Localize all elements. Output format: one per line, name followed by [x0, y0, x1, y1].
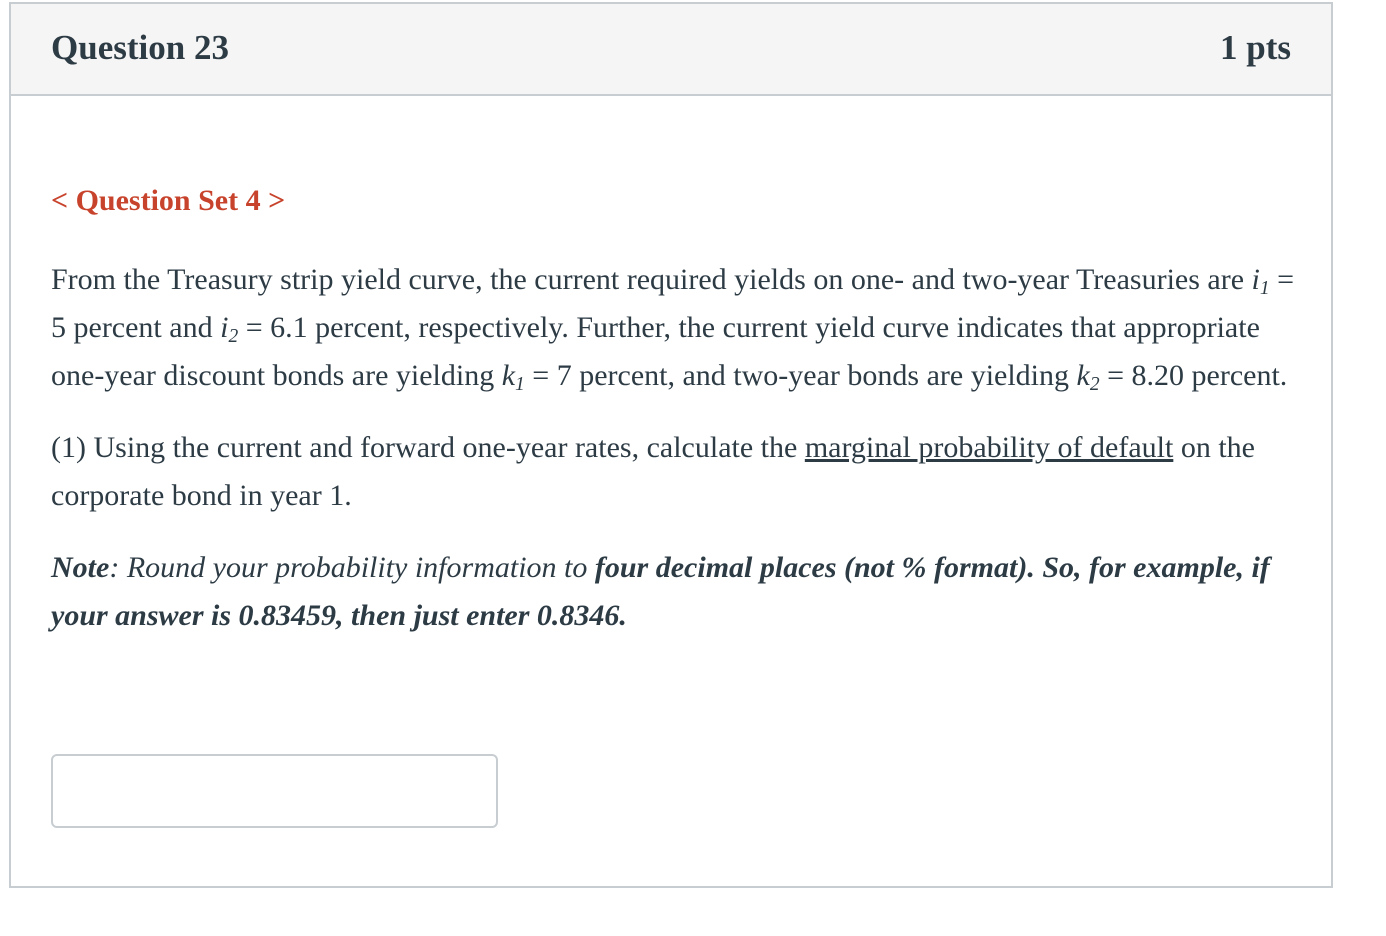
paragraph-text: = 5 percent and [51, 263, 1295, 344]
question-title: Question 23 [51, 28, 229, 67]
paragraph-text: = 8.20 percent. [1099, 359, 1288, 392]
note-text: : Round your probability information to [109, 551, 595, 584]
question-prompt [51, 424, 1301, 520]
paragraph-text: From the Treasury strip yield curve, the current required yields on one- and two-year Treasuries are [51, 263, 1252, 296]
variable-k2: $k_2$ [1076, 359, 1100, 395]
question-points: 1 pts [1220, 28, 1291, 67]
answer-input[interactable] [51, 754, 498, 828]
underlined-term: marginal probability of default [804, 431, 1174, 464]
question-set-title: < Question Set 4 > [51, 184, 286, 217]
question-card [9, 2, 1333, 888]
prompt-text: on the corporate bond in year 1. [51, 431, 1255, 512]
variable-i2: $i_2$ [220, 311, 239, 347]
prompt-text: (1) Using the current and forward one-year rates, calculate the [51, 431, 805, 464]
question-note [51, 544, 1301, 640]
variable-i1: $i_1$ [1251, 263, 1270, 299]
note-label: Note [51, 551, 110, 584]
variable-k1: $k_1$ [501, 359, 525, 395]
question-body [51, 96, 1301, 640]
paragraph-text: = 7 percent, and two-year bonds are yielding [524, 359, 1077, 392]
question-paragraph [51, 256, 1301, 400]
paragraph-text: = 6.1 percent, respectively. Further, the current yield curve indicates that appropriate one-year discount bonds are yielding [51, 311, 1260, 392]
note-emphasis: four decimal places (not % format). So, for example, if your answer is 0.83459, then just enter 0.8346. [51, 551, 1270, 632]
question-header [11, 4, 1331, 96]
